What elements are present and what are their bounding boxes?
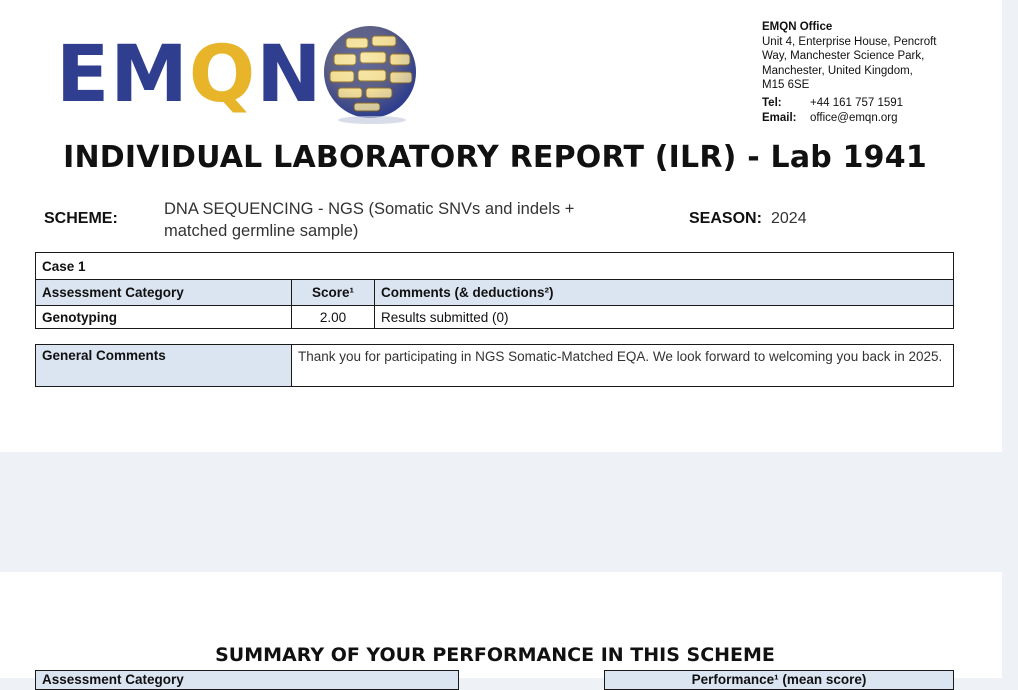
report-title: INDIVIDUAL LABORATORY REPORT (ILR) - Lab 1941	[63, 140, 927, 175]
season-value: 2024	[771, 210, 807, 227]
row-comment: Results submitted (0)	[375, 306, 954, 329]
row-category: Genotyping	[36, 306, 292, 329]
row-score: 2.00	[292, 306, 375, 329]
column-header-comments: Comments (& deductions²)	[375, 280, 954, 306]
logo-wordmark: EMQN	[56, 30, 323, 120]
tel-label: Tel:	[762, 96, 782, 109]
summary-left-header: Assessment Category	[35, 670, 459, 690]
general-comments-label: General Comments	[36, 345, 292, 387]
office-address-line: Unit 4, Enterprise House, Pencroft	[762, 35, 937, 48]
office-contact	[762, 20, 972, 125]
summary-title: SUMMARY OF YOUR PERFORMANCE IN THIS SCHEME	[215, 644, 775, 666]
table-row	[36, 306, 954, 329]
case-title: Case 1	[36, 253, 954, 280]
summary-right-header: Performance¹ (mean score)	[604, 670, 954, 690]
general-comments-table	[35, 344, 954, 387]
scheme-label: SCHEME:	[44, 210, 118, 227]
office-address-line: M15 6SE	[762, 79, 810, 92]
case-results-table	[35, 252, 954, 329]
office-address-line: Way, Manchester Science Park,	[762, 50, 925, 63]
office-address-line: Manchester, United Kingdom,	[762, 64, 913, 77]
column-header-category: Assessment Category	[36, 280, 292, 306]
scheme-value: DNA SEQUENCING - NGS (Somatic SNVs and indels + matched germline sample)	[164, 200, 575, 240]
column-header-score: Score¹	[292, 280, 375, 306]
report-page-2	[0, 572, 1002, 687]
office-title: EMQN Office	[762, 21, 833, 33]
tel-value: +44 161 757 1591	[810, 96, 904, 109]
season-label: SEASON:	[689, 210, 762, 227]
globe-icon	[318, 22, 422, 126]
general-comments-text: Thank you for participating in NGS Somatic-Matched EQA. We look forward to welcoming you back in 2025.	[292, 345, 954, 387]
email-value[interactable]: office@emqn.org	[810, 111, 898, 124]
email-label: Email:	[762, 111, 797, 124]
emqn-logo	[56, 22, 436, 122]
